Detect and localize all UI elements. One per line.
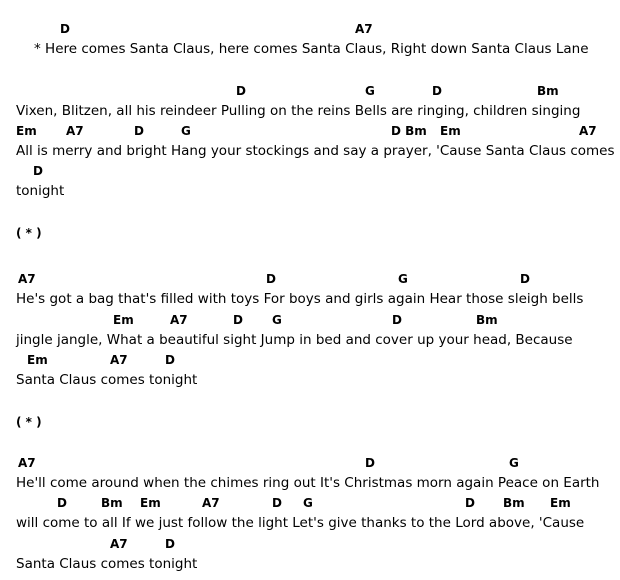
chord: D: [520, 272, 530, 286]
chord: Em: [16, 124, 37, 138]
chorus-lyric: * Here comes Santa Claus, here comes Santa Claus, Right down Santa Claus Lane: [34, 41, 589, 57]
chord: D: [272, 496, 282, 510]
chord: Em: [550, 496, 571, 510]
chord: A7: [18, 456, 36, 470]
chord: D: [33, 164, 43, 178]
chord: G: [272, 313, 282, 327]
chord: D: [165, 353, 175, 367]
chord: A7: [18, 272, 36, 286]
lyric-line: All is merry and bright Hang your stockings and say a prayer, 'Cause Santa Claus comes: [16, 143, 615, 159]
chord: A7: [170, 313, 188, 327]
chord: A7: [66, 124, 84, 138]
repeat-chorus-marker: ( * ): [16, 415, 42, 429]
chord: D: [465, 496, 475, 510]
chord: Bm: [476, 313, 498, 327]
chord: A7: [110, 537, 128, 551]
repeat-chorus-marker: ( * ): [16, 226, 42, 240]
chord: D: [266, 272, 276, 286]
chord: Em: [440, 124, 461, 138]
chord: D Bm: [391, 124, 427, 138]
chord: G: [181, 124, 191, 138]
lyric-line: He'll come around when the chimes ring out It's Christmas morn again Peace on Earth: [16, 475, 600, 491]
chord: Em: [140, 496, 161, 510]
chord: D: [57, 496, 67, 510]
chord: D: [60, 22, 70, 36]
chord: G: [303, 496, 313, 510]
chord: Em: [27, 353, 48, 367]
chord: G: [509, 456, 519, 470]
lyric-line: Santa Claus comes tonight: [16, 372, 198, 388]
chord: A7: [579, 124, 597, 138]
chord: D: [165, 537, 175, 551]
chord: Bm: [537, 84, 559, 98]
chord: Bm: [503, 496, 525, 510]
lyric-line: Vixen, Blitzen, all his reindeer Pulling on the reins Bells are ringing, children singing: [16, 103, 581, 119]
chord: D: [233, 313, 243, 327]
chord: D: [432, 84, 442, 98]
lyric-line: tonight: [16, 183, 65, 199]
chord: Bm: [101, 496, 123, 510]
chord: G: [398, 272, 408, 286]
lyric-line: He's got a bag that's filled with toys For boys and girls again Hear those sleigh bells: [16, 291, 584, 307]
chord: Em: [113, 313, 134, 327]
chord: D: [365, 456, 375, 470]
chord: D: [236, 84, 246, 98]
chord: A7: [202, 496, 220, 510]
chord: D: [134, 124, 144, 138]
lyric-line: Santa Claus comes tonight: [16, 556, 198, 572]
lyric-line: will come to all If we just follow the light Let's give thanks to the Lord above, 'Cause: [16, 515, 585, 531]
chord: A7: [110, 353, 128, 367]
chord: A7: [355, 22, 373, 36]
chord: D: [392, 313, 402, 327]
lyric-line: jingle jangle, What a beautiful sight Jump in bed and cover up your head, Because: [16, 332, 573, 348]
chord: G: [365, 84, 375, 98]
